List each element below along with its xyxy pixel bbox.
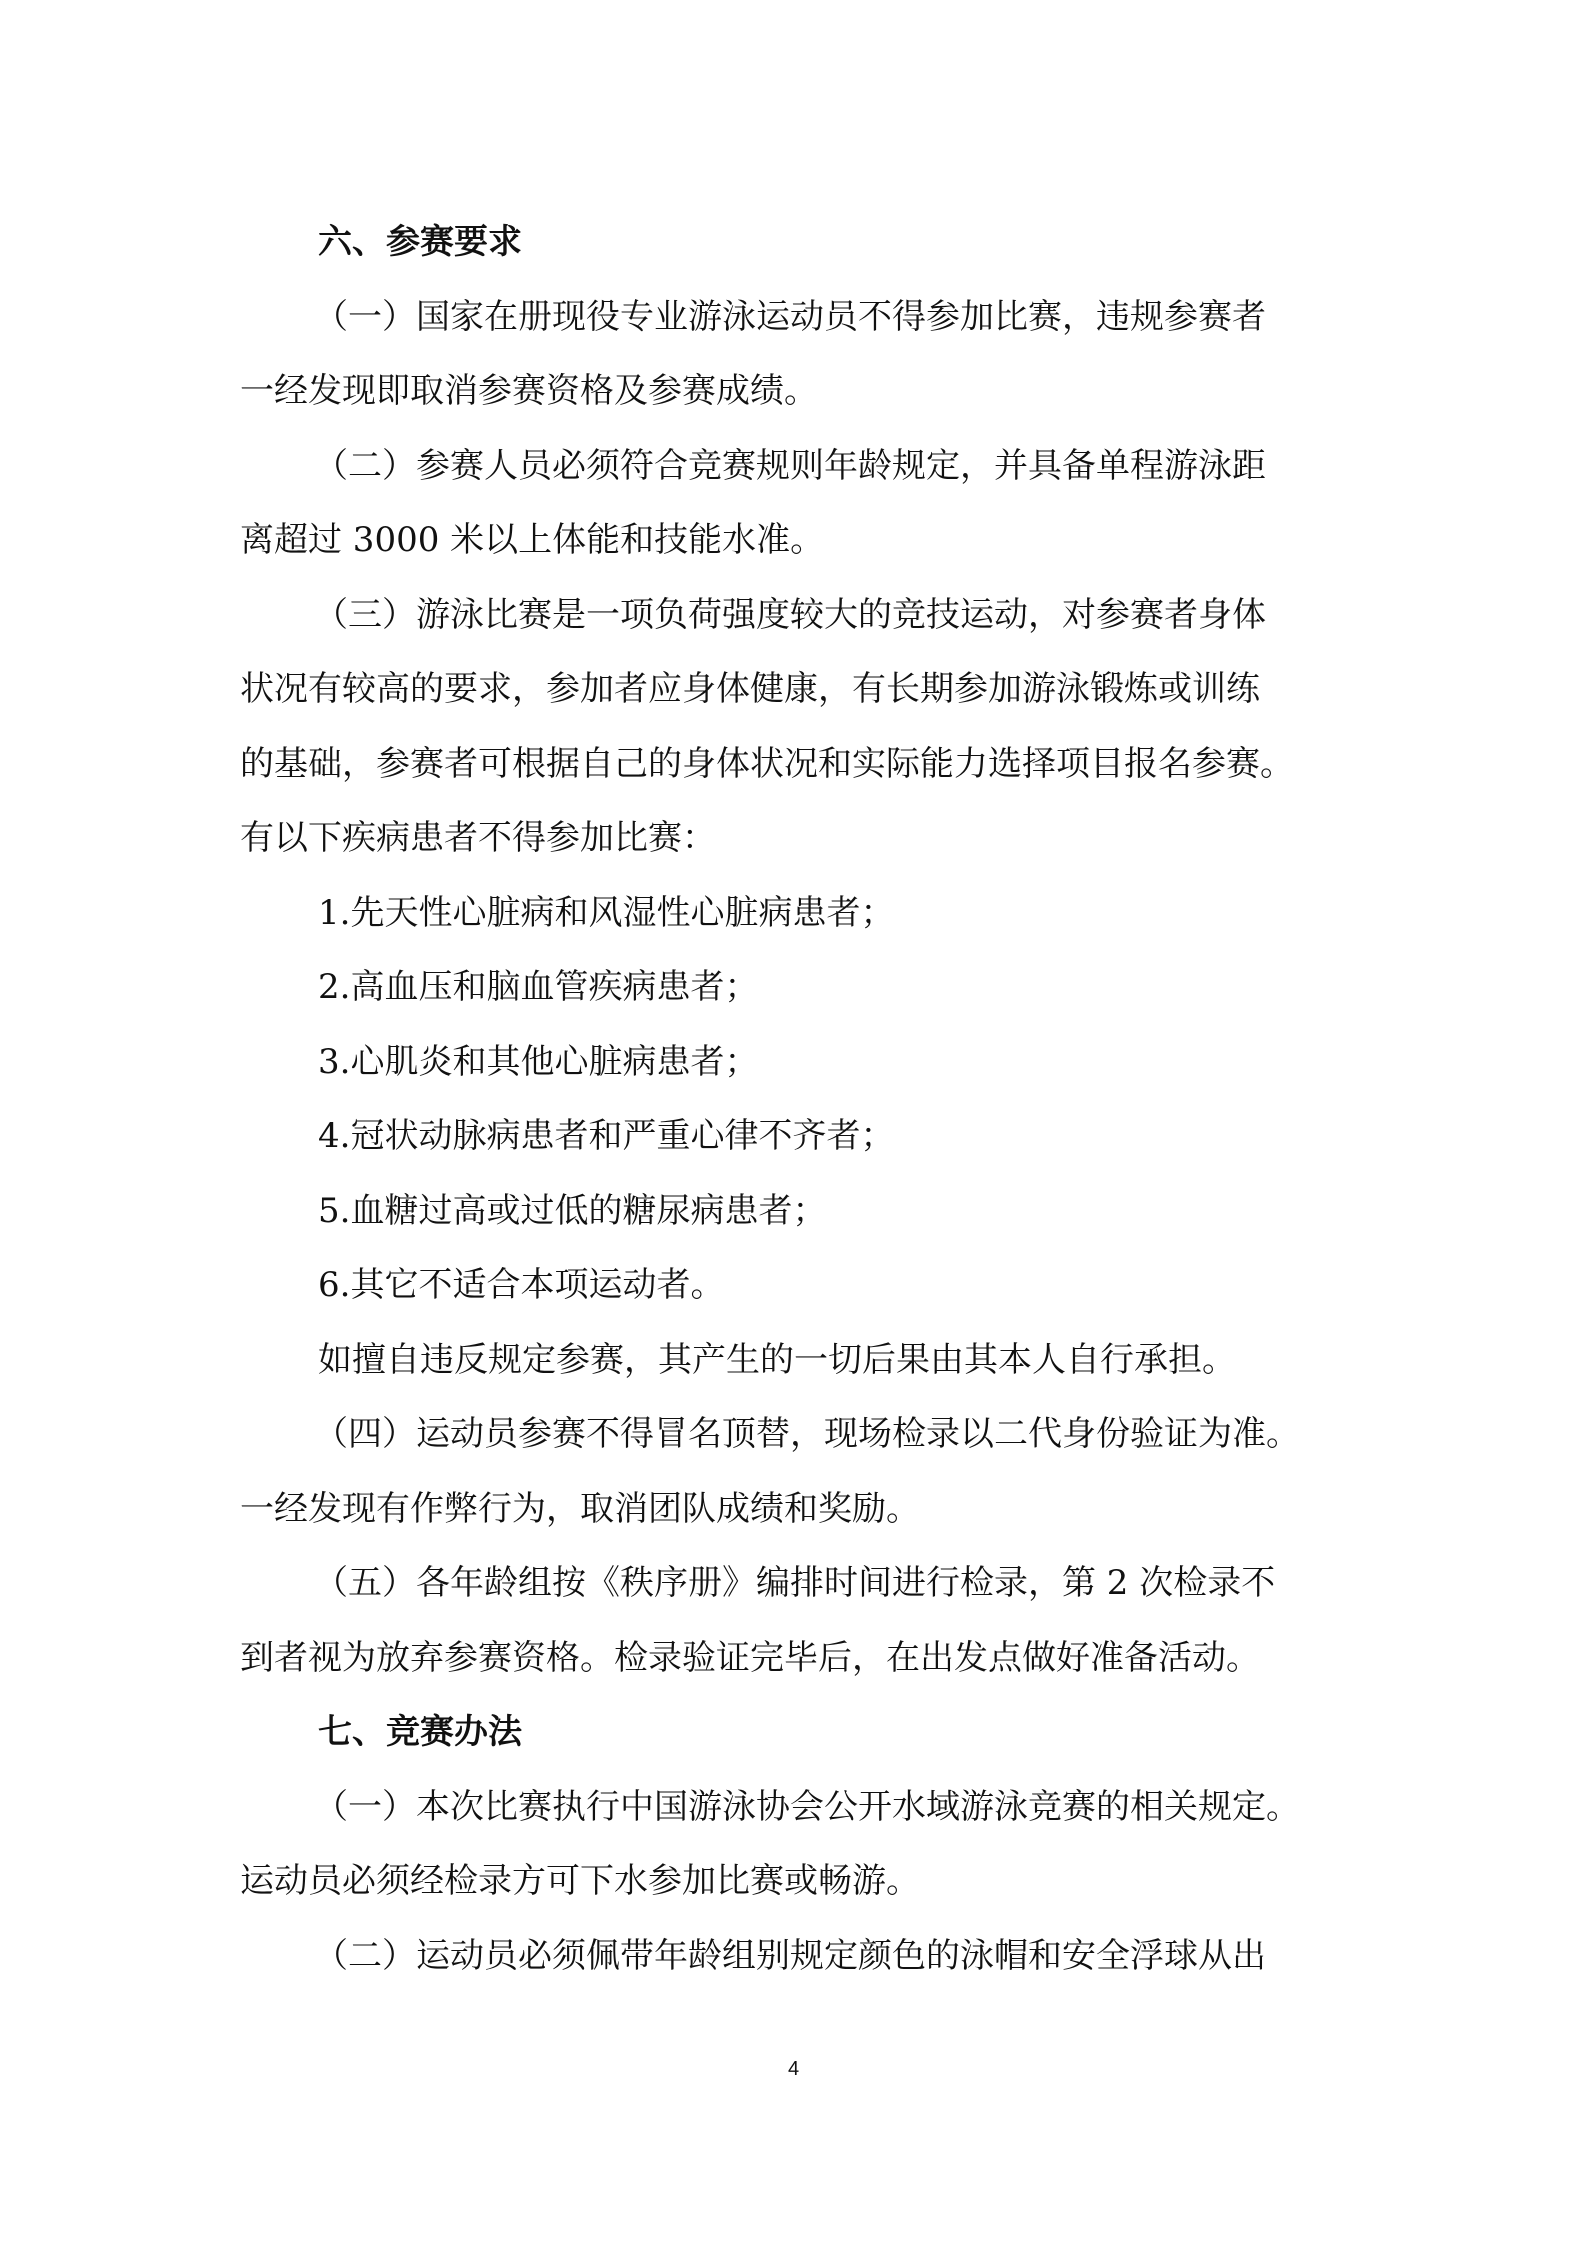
list-item: 6.其它不适合本项运动者。 bbox=[318, 1265, 725, 1305]
list-item: 5.血糖过高或过低的糖尿病患者； bbox=[318, 1190, 827, 1231]
paragraph-line: （一）国家在册现役专业游泳运动员不得参加比赛，违规参赛者 bbox=[314, 296, 1266, 337]
section-heading-seven: 七、竞赛办法 bbox=[318, 1712, 522, 1752]
page-number: 4 bbox=[787, 2058, 800, 2080]
paragraph-line: 到者视为放弃参赛资格。检录验证完毕后，在出发点做好准备活动。 bbox=[240, 1637, 1260, 1678]
paragraph-line: （四）运动员参赛不得冒名顶替，现场检录以二代身份验证为准。 bbox=[314, 1414, 1300, 1454]
page-body bbox=[240, 205, 1360, 1993]
paragraph-line: （三）游泳比赛是一项负荷强度较大的竞技运动，对参赛者身体 bbox=[314, 594, 1266, 635]
paragraph-line: 离超过 3000 米以上体能和技能水准。 bbox=[240, 520, 825, 560]
section-heading-six: 六、参赛要求 bbox=[318, 222, 522, 262]
list-item: 1.先天性心脏病和风湿性心脏病患者； bbox=[318, 892, 895, 933]
paragraph-line: 状况有较高的要求，参加者应身体健康，有长期参加游泳锻炼或训练 bbox=[240, 669, 1260, 709]
paragraph-line: （一）本次比赛执行中国游泳协会公开水域游泳竞赛的相关规定。 bbox=[314, 1786, 1300, 1827]
paragraph-line: 一经发现即取消参赛资格及参赛成绩。 bbox=[240, 371, 818, 411]
paragraph-line: （二）运动员必须佩带年龄组别规定颜色的泳帽和安全浮球从出 bbox=[314, 1935, 1266, 1976]
list-item: 2.高血压和脑血管疾病患者； bbox=[318, 967, 759, 1007]
paragraph-line: 如擅自违反规定参赛，其产生的一切后果由其本人自行承担。 bbox=[318, 1339, 1236, 1380]
list-item: 4.冠状动脉病患者和严重心律不齐者； bbox=[318, 1116, 895, 1156]
list-item: 3.心肌炎和其他心脏病患者； bbox=[318, 1041, 759, 1082]
paragraph-line: 的基础，参赛者可根据自己的身体状况和实际能力选择项目报名参赛。 bbox=[240, 743, 1294, 784]
paragraph-line: 一经发现有作弊行为，取消团队成绩和奖励。 bbox=[240, 1488, 920, 1529]
paragraph-line: （五）各年龄组按《秩序册》编排时间进行检录，第 2 次检录不 bbox=[314, 1563, 1276, 1603]
paragraph-line: 运动员必须经检录方可下水参加比赛或畅游。 bbox=[240, 1861, 920, 1901]
paragraph-line: （二）参赛人员必须符合竞赛规则年龄规定，并具备单程游泳距 bbox=[314, 445, 1266, 486]
paragraph-line: 有以下疾病患者不得参加比赛： bbox=[240, 818, 716, 858]
